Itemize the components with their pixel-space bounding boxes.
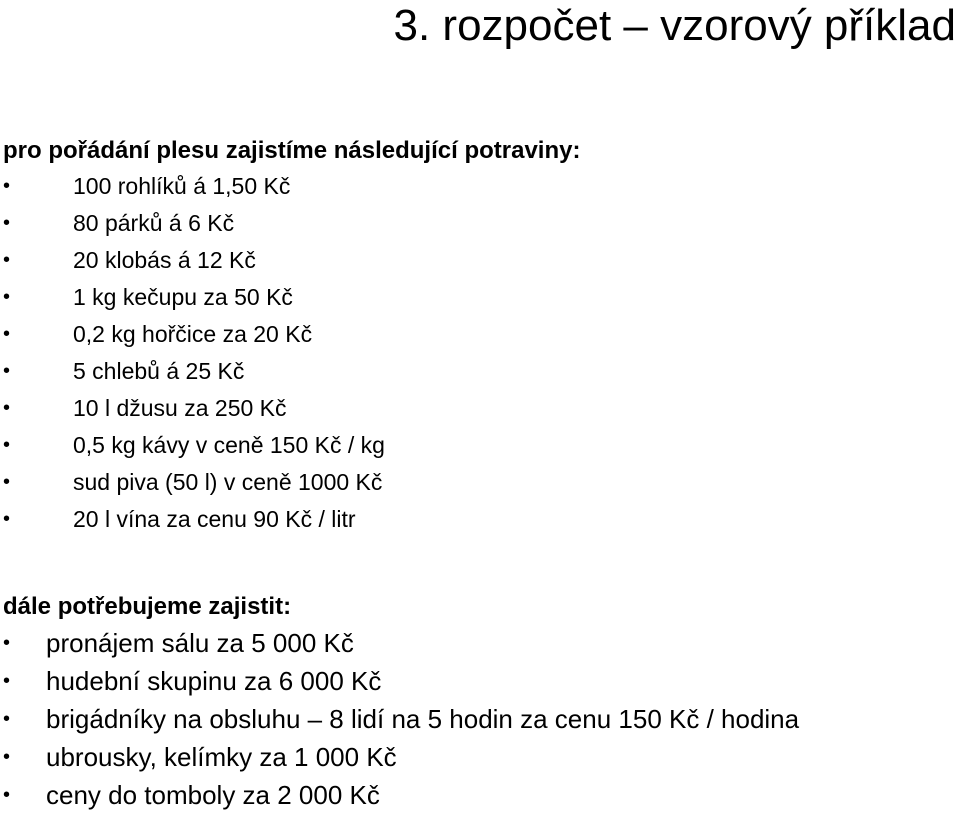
- list-item-text: 0,5 kg kávy v ceně 150 Kč / kg: [73, 432, 385, 458]
- list-item: [0, 776, 960, 814]
- list-item-text: 5 chlebů á 25 Kč: [73, 358, 245, 384]
- bullet-icon: •: [3, 323, 11, 345]
- services-heading: dále potřebujeme zajistit:: [3, 593, 292, 620]
- list-item-text: pronájem sálu za 5 000 Kč: [46, 628, 354, 658]
- services-list: [0, 624, 960, 814]
- slide-title: 3. rozpočet – vzorový příklad: [393, 1, 956, 50]
- list-item-text: hudební skupinu za 6 000 Kč: [46, 666, 382, 696]
- list-item: [0, 205, 960, 242]
- list-item: [0, 700, 960, 738]
- food-section: [0, 134, 960, 538]
- bullet-icon: •: [3, 212, 11, 234]
- bullet-icon: •: [3, 397, 11, 419]
- list-item-text: 20 l vína za cenu 90 Kč / litr: [73, 506, 356, 532]
- list-item-text: brigádníky na obsluhu – 8 lidí na 5 hodin za cenu 150 Kč / hodina: [46, 704, 800, 734]
- food-heading: pro pořádání plesu zajistíme následující potraviny:: [3, 137, 581, 164]
- list-item: [0, 501, 960, 538]
- bullet-icon: •: [3, 508, 11, 530]
- bullet-icon: •: [3, 249, 11, 271]
- list-item: [0, 624, 960, 662]
- list-item: [0, 168, 960, 205]
- food-list: [0, 168, 960, 538]
- bullet-icon: •: [3, 632, 11, 654]
- list-item-text: 1 kg kečupu za 50 Kč: [73, 284, 293, 310]
- services-section: [0, 590, 960, 814]
- list-item: [0, 242, 960, 279]
- list-item: [0, 353, 960, 390]
- bullet-icon: •: [3, 746, 11, 768]
- list-item-text: 80 párků á 6 Kč: [73, 210, 235, 236]
- list-item: [0, 390, 960, 427]
- list-item-text: 20 klobás á 12 Kč: [73, 247, 256, 273]
- list-item: [0, 316, 960, 353]
- list-item-text: ubrousky, kelímky za 1 000 Kč: [46, 742, 397, 772]
- list-item-text: 0,2 kg hořčice za 20 Kč: [73, 321, 313, 347]
- list-item: [0, 464, 960, 501]
- bullet-icon: •: [3, 708, 11, 730]
- bullet-icon: •: [3, 360, 11, 382]
- list-item-text: sud piva (50 l) v ceně 1000 Kč: [73, 469, 383, 495]
- list-item-text: 100 rohlíků á 1,50 Kč: [73, 173, 291, 199]
- bullet-icon: •: [3, 175, 11, 197]
- bullet-icon: •: [3, 434, 11, 456]
- list-item-text: ceny do tomboly za 2 000 Kč: [46, 780, 380, 810]
- list-item: [0, 662, 960, 700]
- list-item-text: 10 l džusu za 250 Kč: [73, 395, 287, 421]
- list-item: [0, 738, 960, 776]
- bullet-icon: •: [3, 670, 11, 692]
- bullet-icon: •: [3, 286, 11, 308]
- list-item: [0, 279, 960, 316]
- bullet-icon: •: [3, 471, 11, 493]
- bullet-icon: •: [3, 784, 11, 806]
- list-item: [0, 427, 960, 464]
